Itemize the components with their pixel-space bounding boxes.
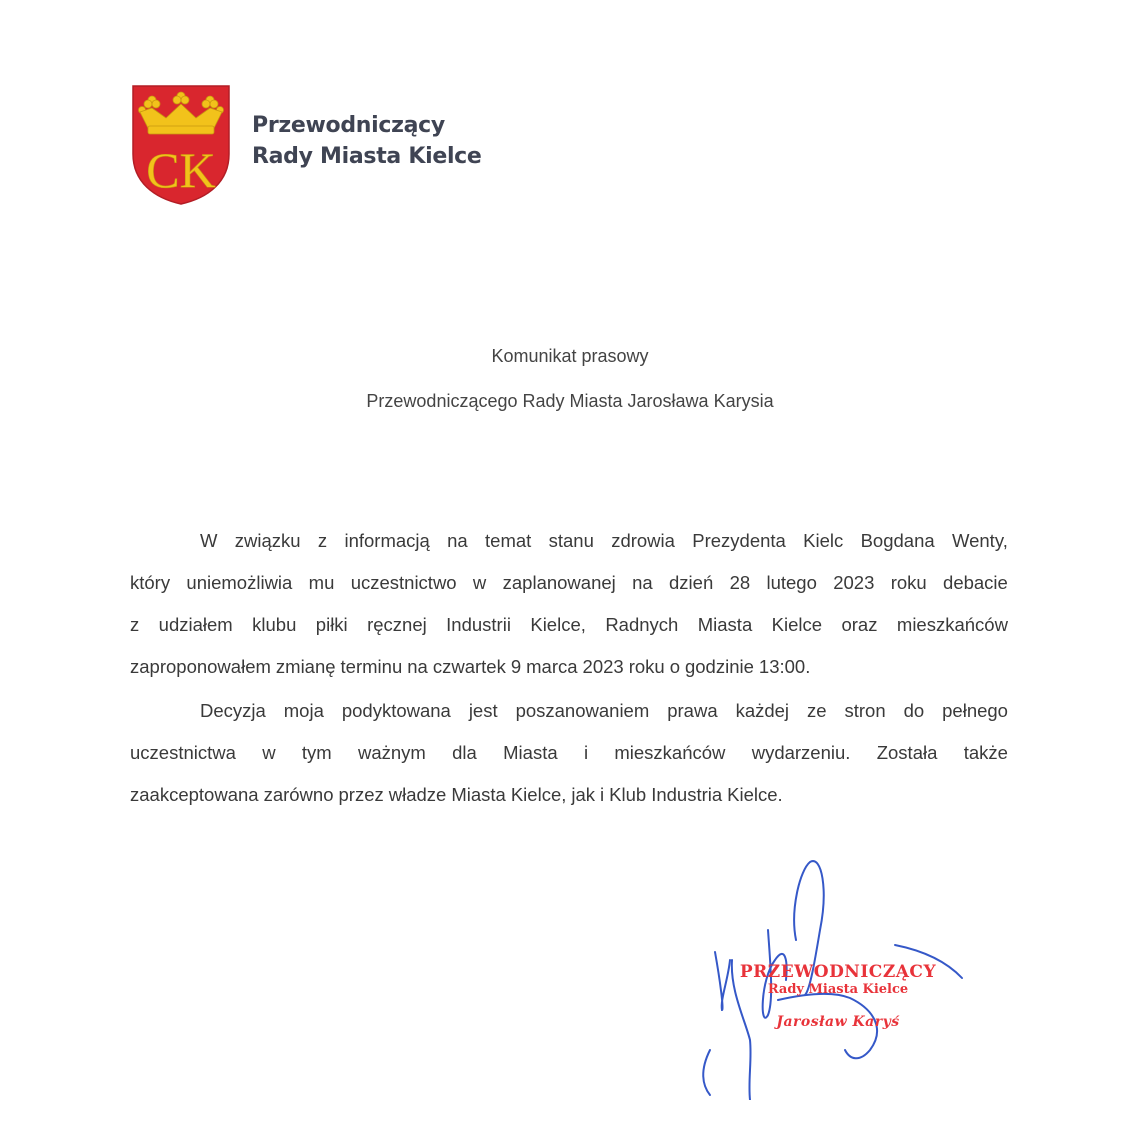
word: uczestnictwo <box>350 572 457 593</box>
word: Industria <box>651 784 723 805</box>
word: mieszkańców <box>614 742 726 763</box>
word: Decyzja <box>200 700 266 721</box>
word: dzień <box>669 572 714 593</box>
document-titles <box>0 342 1140 415</box>
word: Industrii <box>446 614 511 635</box>
word: klubu <box>252 614 297 635</box>
word: Kielce, <box>510 784 567 805</box>
paragraph-1 <box>130 520 1008 688</box>
word: poszanowaniem <box>515 700 650 721</box>
word: moja <box>283 700 324 721</box>
text-line <box>130 562 1008 604</box>
word: na <box>632 572 653 593</box>
word: jest <box>468 700 498 721</box>
kielce-coat-of-arms-icon <box>130 84 232 206</box>
word: zaakceptowana <box>130 784 259 805</box>
word: Miasta <box>697 614 753 635</box>
text-line <box>130 646 1008 688</box>
word: temat <box>485 530 532 551</box>
word: czwartek <box>432 656 506 677</box>
word: zaplanowanej <box>502 572 616 593</box>
word: Kielce <box>771 614 823 635</box>
word: mu <box>308 572 335 593</box>
word: ważnym <box>357 742 426 763</box>
word: i <box>583 742 589 763</box>
word: terminu <box>340 656 403 677</box>
word: 9 <box>510 656 522 677</box>
word: który <box>130 572 171 593</box>
word: roku <box>890 572 927 593</box>
word: do <box>903 700 925 721</box>
text-line <box>130 774 1008 816</box>
word: Wenty, <box>951 530 1008 551</box>
word: zdrowia <box>611 530 675 551</box>
word: Kielc <box>803 530 844 551</box>
word: W <box>200 530 218 551</box>
word: 2023 <box>833 572 875 593</box>
document-title: Komunikat prasowy <box>491 346 649 366</box>
text-line <box>130 520 1008 562</box>
text-line <box>130 604 1008 646</box>
word: Prezydenta <box>692 530 786 551</box>
word: związku <box>234 530 301 551</box>
word: Klub <box>609 784 647 805</box>
word: zarówno <box>263 784 334 805</box>
word: dla <box>452 742 477 763</box>
word: oraz <box>841 614 878 635</box>
word: wydarzeniu. <box>751 742 851 763</box>
word: 2023 <box>582 656 624 677</box>
word: w <box>472 572 487 593</box>
paragraph-2 <box>130 690 1008 816</box>
word: władze <box>388 784 447 805</box>
word: piłki <box>315 614 348 635</box>
word: na <box>447 530 468 551</box>
word: roku <box>628 656 665 677</box>
document-body <box>130 520 1008 816</box>
word: Miasta <box>503 742 558 763</box>
text-line <box>130 732 1008 774</box>
word: zmianę <box>275 656 336 677</box>
stamp-title: PRZEWODNICZĄCY <box>739 962 937 982</box>
issuer-title: Przewodniczący <box>252 113 445 138</box>
word: Miasta <box>451 784 506 805</box>
word: stanu <box>548 530 594 551</box>
word: Kielce, <box>530 614 586 635</box>
word: Bogdana <box>860 530 935 551</box>
word: zaproponowałem <box>130 656 271 677</box>
word: ręcznej <box>367 614 427 635</box>
word: Radnych <box>605 614 679 635</box>
word: o <box>669 656 680 677</box>
word: prawa <box>667 700 718 721</box>
document-subtitle: Przewodniczącego Rady Miasta Jarosława Karysia <box>366 391 774 411</box>
word: każdej <box>735 700 790 721</box>
word: 13:00. <box>758 656 811 677</box>
word: uczestnictwa <box>130 742 236 763</box>
word: stron <box>844 700 886 721</box>
word: debacie <box>943 572 1008 593</box>
word: Kielce. <box>727 784 783 805</box>
official-stamp <box>728 962 948 1032</box>
word: udziałem <box>158 614 233 635</box>
stamp-organization: Rady Miasta Kielce <box>767 982 909 997</box>
word: marca <box>526 656 578 677</box>
word: i <box>600 784 605 805</box>
word: podyktowana <box>341 700 451 721</box>
word: 28 <box>729 572 751 593</box>
word: informacją <box>344 530 430 551</box>
word: mieszkańców <box>896 614 1008 635</box>
word: przez <box>338 784 384 805</box>
svg-text:CK: CK <box>146 142 216 198</box>
word: ze <box>807 700 827 721</box>
word: godzinie <box>684 656 754 677</box>
word: jak <box>571 784 596 805</box>
issuer-heading <box>252 110 482 172</box>
word: z <box>317 530 328 551</box>
word: tym <box>301 742 332 763</box>
word: lutego <box>766 572 817 593</box>
word: na <box>407 656 428 677</box>
word: uniemożliwia <box>186 572 293 593</box>
word: Została <box>876 742 938 763</box>
text-line <box>130 690 1008 732</box>
word: w <box>262 742 276 763</box>
word: z <box>130 614 140 635</box>
word: pełnego <box>942 700 1008 721</box>
word: także <box>963 742 1008 763</box>
issuer-organization: Rady Miasta Kielce <box>252 144 482 169</box>
stamp-name: Jarosław Karyś <box>776 1014 900 1030</box>
